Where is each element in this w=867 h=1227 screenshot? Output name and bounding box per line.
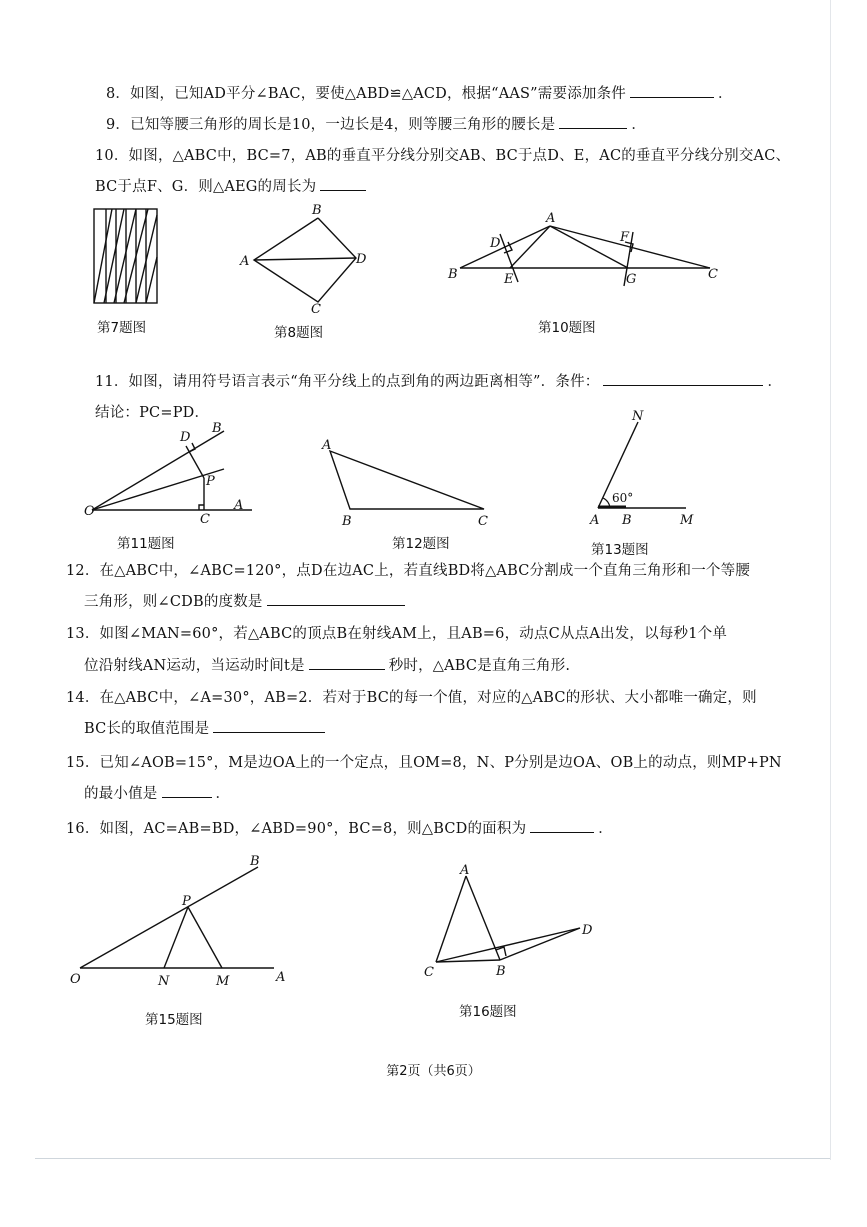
fig15-label-B: B — [250, 854, 260, 869]
answer-blank-16[interactable] — [530, 818, 594, 833]
question-16-text: 16．如图，AC=AB=BD，∠ABD=90°，BC=8，则△BCD的面积为 — [66, 821, 527, 837]
fig8-label-D: D — [356, 252, 367, 267]
question-12-line2 — [84, 590, 409, 611]
figure-16 — [420, 860, 600, 990]
fig15-label-M: M — [216, 974, 230, 989]
question-15-line2 — [84, 782, 230, 803]
fig11-label-D: D — [180, 430, 191, 445]
caption-fig12: 第12题图 — [392, 536, 450, 552]
fig10-label-A: A — [546, 211, 556, 226]
answer-blank-11[interactable] — [603, 371, 763, 386]
question-11-line1 — [95, 370, 782, 391]
question-15-end: ． — [215, 786, 231, 802]
question-11-text: 11．如图，请用符号语言表示“角平分线上的点到角的两边距离相等”．条件： — [95, 374, 600, 390]
fig10-label-C: C — [708, 267, 718, 282]
fig8-label-A: A — [240, 254, 250, 269]
fig13-label-B: B — [622, 513, 632, 528]
fig11-label-C: C — [200, 512, 210, 527]
answer-blank-12[interactable] — [267, 591, 405, 606]
fig10-label-F: F — [620, 230, 630, 245]
question-14-line2 — [84, 717, 329, 738]
question-8-text: 8．如图，已知AD平分∠BAC，要使△ABD≌△ACD，根据“AAS”需要添加条件 — [106, 86, 626, 102]
caption-fig8: 第8题图 — [274, 325, 324, 341]
figure-8 — [238, 202, 378, 317]
fig15-label-P: P — [182, 894, 191, 909]
caption-fig15: 第15题图 — [145, 1012, 203, 1028]
fig8-label-C: C — [311, 302, 321, 317]
fig15-label-N: N — [158, 974, 170, 989]
question-13-text-b: 秒时，△ABC是直角三角形. — [388, 658, 571, 674]
fig16-label-A: A — [460, 863, 470, 878]
fig12-label-C: C — [478, 514, 488, 529]
fig10-label-G: G — [626, 272, 637, 287]
question-11-line2: 结论：PC=PD． — [95, 405, 210, 421]
caption-fig16: 第16题图 — [459, 1004, 517, 1020]
question-10-text: BC于点F、G．则△AEG的周长为 — [95, 179, 317, 195]
caption-fig10: 第10题图 — [538, 320, 596, 336]
question-9 — [106, 113, 646, 134]
answer-blank-13[interactable] — [309, 655, 385, 670]
question-9-text: 9．已知等腰三角形的周长是10，一边长是4，则等腰三角形的腰长是 — [106, 117, 556, 133]
fig10-label-B: B — [448, 267, 458, 282]
question-10-line2 — [95, 175, 370, 196]
question-16-end: ． — [598, 821, 613, 837]
question-9-end: ． — [631, 117, 647, 133]
fig8-label-B: B — [312, 203, 322, 218]
question-12-line1: 12．在△ABC中，∠ABC=120°，点D在边AC上，若直线BD将△ABC分割成一个直角三角形和一个等腰 — [66, 563, 751, 579]
question-11-end: ． — [767, 374, 783, 390]
question-12-text: 三角形，则∠CDB的度数是 — [84, 594, 263, 610]
fig15-label-A: A — [276, 970, 286, 985]
question-14-line1: 14．在△ABC中，∠A=30°，AB=2．若对于BC的每一个值，对应的△ABC的形状、大小都唯一确定，则 — [66, 690, 757, 706]
fig12-label-B: B — [342, 514, 352, 529]
figure-7 — [92, 207, 162, 307]
right-edge-divider — [830, 0, 831, 1160]
fig15-label-O: O — [70, 972, 81, 987]
question-8 — [106, 82, 733, 103]
answer-blank-8[interactable] — [630, 83, 714, 98]
figure-15 — [68, 854, 298, 989]
answer-blank-9[interactable] — [559, 114, 627, 129]
question-10-line1: 10．如图，△ABC中，BC=7，AB的垂直平分线分别交AB、BC于点D、E，AC的垂直平分线分别交AC、 — [95, 148, 791, 164]
fig11-label-P: P — [206, 474, 215, 489]
fig11-label-O: O — [84, 504, 95, 519]
fig11-label-A: A — [234, 498, 244, 513]
caption-fig13: 第13题图 — [591, 542, 649, 558]
fig16-label-D: D — [582, 923, 593, 938]
question-14-text: BC长的取值范围是 — [84, 721, 210, 737]
fig11-label-B: B — [212, 421, 222, 436]
fig13-label-M: M — [680, 513, 694, 528]
question-13-line2 — [84, 654, 570, 675]
bottom-edge-divider — [35, 1158, 831, 1159]
question-8-end: ． — [718, 86, 733, 102]
fig13-label-A: A — [590, 513, 600, 528]
figure-11 — [84, 421, 264, 527]
fig16-label-B: B — [496, 964, 506, 979]
figure-10 — [448, 210, 728, 300]
question-13-text-a: 位沿射线AN运动，当运动时间t是 — [84, 658, 305, 674]
answer-blank-10[interactable] — [320, 176, 366, 191]
question-15-text: 的最小值是 — [84, 786, 158, 802]
fig12-label-A: A — [322, 438, 332, 453]
fig13-angle-label: 60° — [612, 491, 634, 505]
question-13-line1: 13．如图∠MAN=60°，若△ABC的顶点B在射线AM上，且AB=6，动点C从点A出发，以每秒1个单 — [66, 626, 728, 642]
answer-blank-14[interactable] — [213, 718, 325, 733]
caption-fig7: 第7题图 — [97, 320, 147, 336]
question-15-line1: 15．已知∠AOB=15°，M是边OA上的一个定点，且OM=8，N、P分别是边OA、OB上的动点，则MP+PN — [66, 755, 782, 771]
fig10-label-E: E — [504, 272, 514, 287]
figure-13 — [586, 410, 706, 530]
fig16-label-C: C — [424, 965, 434, 980]
fig13-label-N: N — [632, 409, 644, 424]
question-16 — [66, 817, 613, 838]
caption-fig11: 第11题图 — [117, 536, 175, 552]
page-footer: 第2页（共6页） — [386, 1064, 481, 1079]
figure-12 — [318, 437, 498, 527]
fig10-label-D: D — [490, 236, 501, 251]
answer-blank-15[interactable] — [162, 783, 212, 798]
